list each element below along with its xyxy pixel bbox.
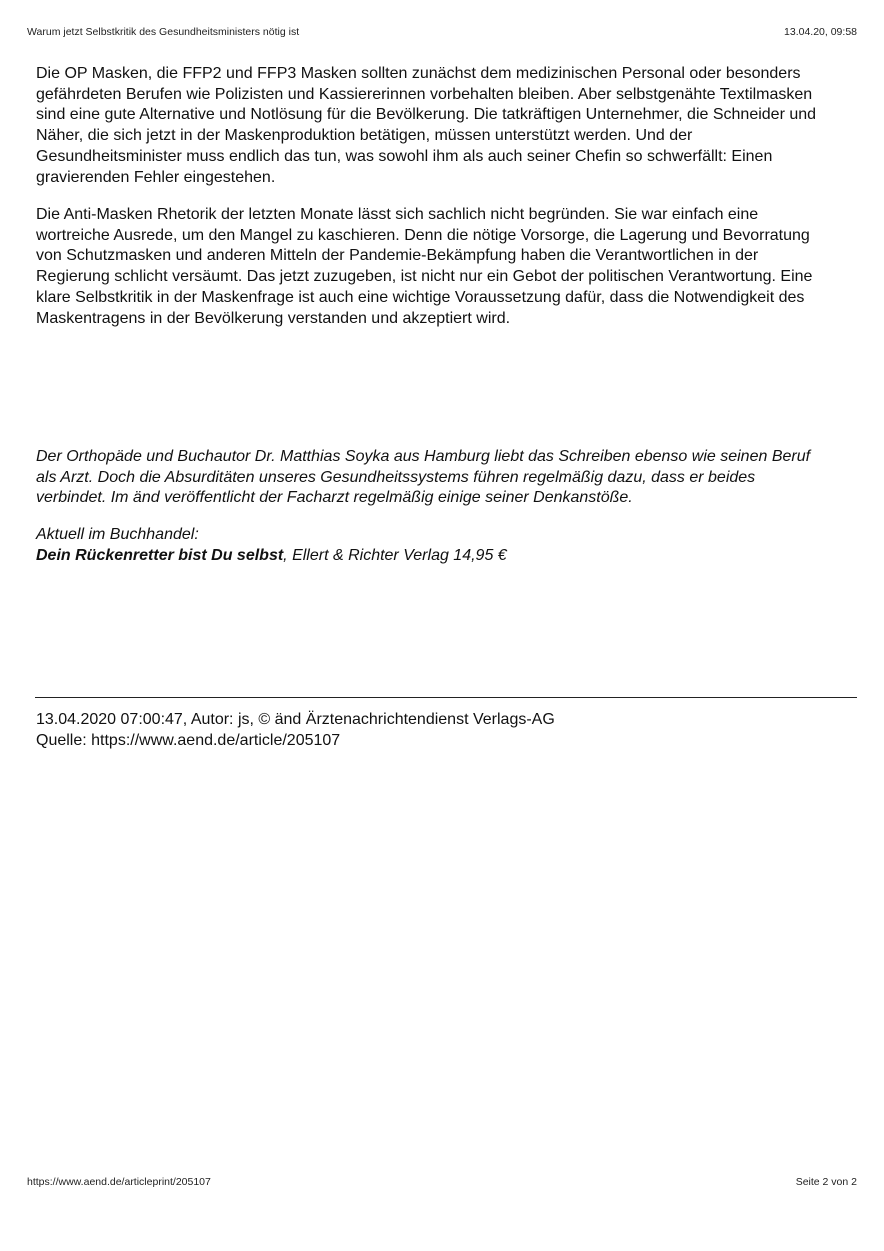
author-bio — [36, 447, 810, 509]
text-line: Die OP Masken, die FFP2 und FFP3 Masken sollten zunächst dem medizinischen Personal oder besonders — [36, 65, 801, 82]
article-meta — [36, 710, 555, 751]
book-details: , Ellert & Richter Verlag 14,95 € — [283, 546, 507, 564]
paragraph-1 — [36, 64, 816, 188]
text-line: sind eine gute Alternative und Notlösung für die Bevölkerung. Die tatkräftigen Unternehmer, die Schneider und — [36, 106, 817, 124]
divider — [35, 697, 857, 698]
text-line: Maskentragens in der Bevölkerung verstanden und akzeptiert wird. — [36, 309, 511, 327]
print-header-datetime: 13.04.20, 09:58 — [784, 26, 857, 38]
text-line: von Schutzmasken und anderen Mitteln der Pandemie-Bekämpfung haben die Verantwortlichen in der — [36, 247, 759, 265]
print-footer-url: https://www.aend.de/articleprint/205107 — [27, 1176, 211, 1188]
source-line: Quelle: https://www.aend.de/article/205107 — [36, 731, 341, 749]
text-line: Regierung schlicht versäumt. Das jetzt zuzugeben, ist nicht nur ein Gebot der politischen Verantwortung. Eine — [36, 268, 813, 286]
text-line: gefährdeten Berufen wie Polizisten und Kassiererinnen vorbehalten bleiben. Aber selbstgenähte Textilmasken — [36, 85, 813, 103]
text-line: Die Anti-Masken Rhetorik der letzten Monate lässt sich sachlich nicht begründen. Sie war einfach eine — [36, 206, 759, 223]
meta-line: 13.04.2020 07:00:47, Autor: js, © änd Ärztenachrichtendienst Verlags-AG — [36, 711, 555, 728]
text-line: verbindet. Im änd veröffentlicht der Facharzt regelmäßig einige seiner Denkanstöße. — [36, 489, 633, 507]
book-title: Dein Rückenretter bist Du selbst — [36, 546, 284, 564]
text-line: Gesundheitsminister muss endlich das tun, was sowohl ihm als auch seiner Chefin so schwerfällt: Einen — [36, 147, 773, 165]
print-footer-page: Seite 2 von 2 — [795, 1176, 857, 1188]
book-intro: Aktuell im Buchhandel: — [36, 526, 199, 543]
text-line: wortreiche Ausrede, um den Mangel zu kaschieren. Denn die nötige Vorsorge, die Lagerung und Bevorratung — [36, 226, 810, 244]
text-line: als Arzt. Doch die Absurditäten unseres Gesundheitssystems führen regelmäßig dazu, dass er beides — [36, 468, 756, 486]
print-header-title: Warum jetzt Selbstkritik des Gesundheitsministers nötig ist — [27, 26, 300, 38]
text-line: Näher, die sich jetzt in der Maskenproduktion betätigen, müssen unterstützt werden. Und der — [36, 127, 693, 145]
text-line: klare Selbstkritik in der Maskenfrage ist auch eine wichtige Voraussetzung dafür, dass die Notwendigkeit des — [36, 288, 805, 306]
text-line: gravierenden Fehler eingestehen. — [36, 168, 276, 186]
paragraph-2 — [36, 205, 812, 329]
text-line: Der Orthopäde und Buchautor Dr. Matthias Soyka aus Hamburg liebt das Schreiben ebenso wie seinen Beruf — [36, 448, 811, 465]
book-promo — [36, 525, 507, 566]
